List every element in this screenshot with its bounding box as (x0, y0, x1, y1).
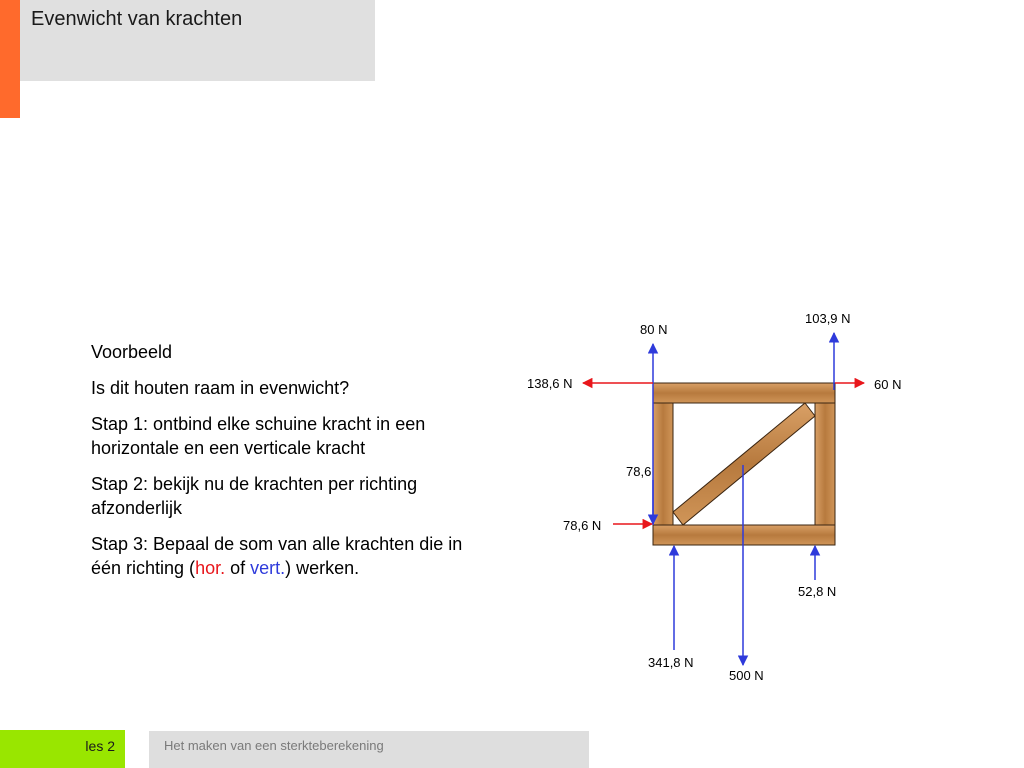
step-3-vert: vert. (250, 558, 286, 578)
wooden-frame (653, 383, 835, 545)
force-label-top-left-up: 80 N (640, 322, 668, 337)
force-label-right: 60 N (874, 377, 902, 392)
step-3-hor: hor. (195, 558, 226, 578)
force-label-bottom-right-up: 52,8 N (798, 584, 837, 599)
frame-left-post (653, 403, 673, 525)
frame-top-beam (653, 383, 835, 403)
step-3-post: ) werken. (285, 558, 360, 578)
step-3-of: of (225, 558, 251, 578)
frame-diagonal-beam (673, 403, 815, 525)
force-label-bottom-left-up: 341,8 N (648, 655, 694, 670)
force-label-bottom-down: 500 N (729, 668, 764, 683)
course-title: Het maken van een sterkteberekening (164, 738, 384, 753)
example-heading: Voorbeeld (91, 342, 173, 362)
step-3-pre: Stap 3: Bepaal de som van alle krachten die in één richting ( (91, 534, 463, 578)
lesson-label: les 2 (85, 738, 115, 754)
frame-bottom-beam (653, 525, 835, 545)
force-label-top-right-up: 103,9 N (805, 311, 851, 326)
page-title: Evenwicht van krachten (31, 8, 243, 30)
frame-right-post (815, 403, 835, 525)
step-1-text: Stap 1: ontbind elke schuine kracht in een horizontale en een verticale kracht (91, 414, 426, 458)
force-label-inner-left: 78,6 (626, 464, 652, 479)
footer-course-box (149, 731, 589, 768)
force-label-bottom-left-right: 78,6 N (563, 518, 602, 533)
force-label-left: 138,6 N (527, 376, 573, 391)
question-text: Is dit houten raam in evenwicht? (91, 378, 350, 398)
footer-lesson-box (0, 730, 125, 768)
step-2-text: Stap 2: bekijk nu de krachten per richting afzonderlijk (91, 474, 418, 518)
